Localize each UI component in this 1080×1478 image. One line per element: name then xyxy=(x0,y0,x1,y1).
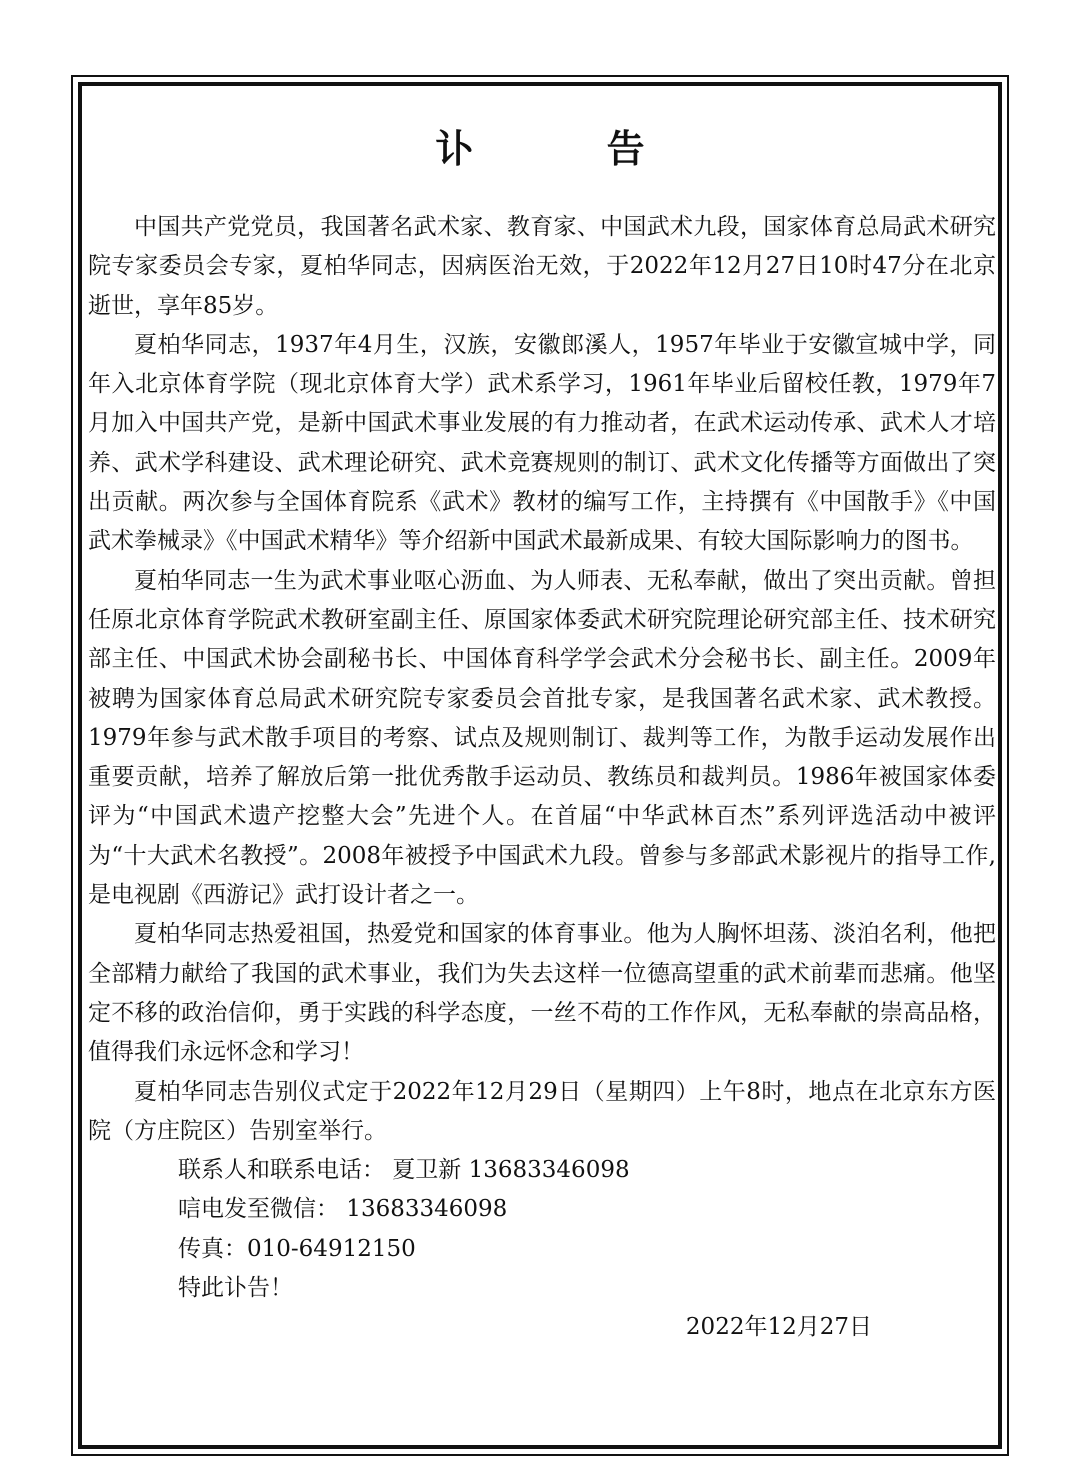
paragraph: 中国共产党党员，我国著名武术家、教育家、中国武术九段，国家体育总局武术研究院专家委员会专家，夏柏华同志，因病医治无效，于2022年12月27日10时47分在北京逝世，享年85岁。 xyxy=(88,214,996,319)
paragraph: 夏柏华同志热爱祖国，热爱党和国家的体育事业。他为人胸怀坦荡、淡泊名利，他把全部精力献给了我国的武术事业，我们为失去这样一位德高望重的武术前辈而悲痛。他坚定不移的政治信仰，勇于实践的科学态度，一丝不苟的工作作风，无私奉献的崇高品格，值得我们永远怀念和学习！ xyxy=(88,921,996,1066)
paragraph: 夏柏华同志一生为武术事业呕心沥血、为人师表、无私奉献，做出了突出贡献。曾担任原北京体育学院武术教研室副主任、原国家体委武术研究院理论研究部主任、技术研究部主任、中国武术协会副秘书长、中国体育科学学会武术分会秘书长、副主任。2009年被聘为国家体育总局武术研究院专家委员会首批专家，是我国著名武术家、武术教授。1979年参与武术散手项目的考察、试点及规则制订、裁判等工作，为散手运动发展作出重要贡献，培养了解放后第一批优秀散手运动员、教练员和裁判员。1986年被国家体委评为“中国武术遗产挖整大会”先进个人。在首届“中华武林百杰”系列评选活动中被评为“十大武术名教授”。2008年被授予中国武术九段。曾参与多部武术影视片的指导工作,是电视剧《西游记》武打设计者之一。 xyxy=(88,567,996,909)
contact-wechat: 唁电发至微信： 13683346098 xyxy=(178,1196,508,1223)
document-body xyxy=(88,208,996,1348)
paragraph: 夏柏华同志，1937年4月生，汉族，安徽郎溪人，1957年毕业于安徽宣城中学，同年入北京体育学院（现北京体育大学）武术系学习，1961年毕业后留校任教，1979年7月加入中国共产党，是新中国武术事业发展的有力推动者，在武术运动传承、武术人才培养、武术学科建设、武术理论研究、武术竞赛规则的制订、武术文化传播等方面做出了突出贡献。两次参与全国体育院系《武术》教材的编写工作，主持撰有《中国散手》《中国武术拳械录》《中国武术精华》等介绍新中国武术最新成果、有较大国际影响力的图书。 xyxy=(88,331,996,555)
document-title: 讣 告 xyxy=(435,126,705,171)
paragraph: 夏柏华同志告别仪式定于2022年12月29日（星期四）上午8时，地点在北京东方医院（方庄院区）告别室举行。 xyxy=(88,1078,996,1144)
closing: 特此讣告！ xyxy=(178,1275,293,1302)
contact-person: 联系人和联系电话： 夏卫新 13683346098 xyxy=(178,1157,630,1184)
contact-fax: 传真：010-64912150 xyxy=(178,1235,416,1262)
document-date: 2022年12月27日 xyxy=(685,1314,872,1341)
